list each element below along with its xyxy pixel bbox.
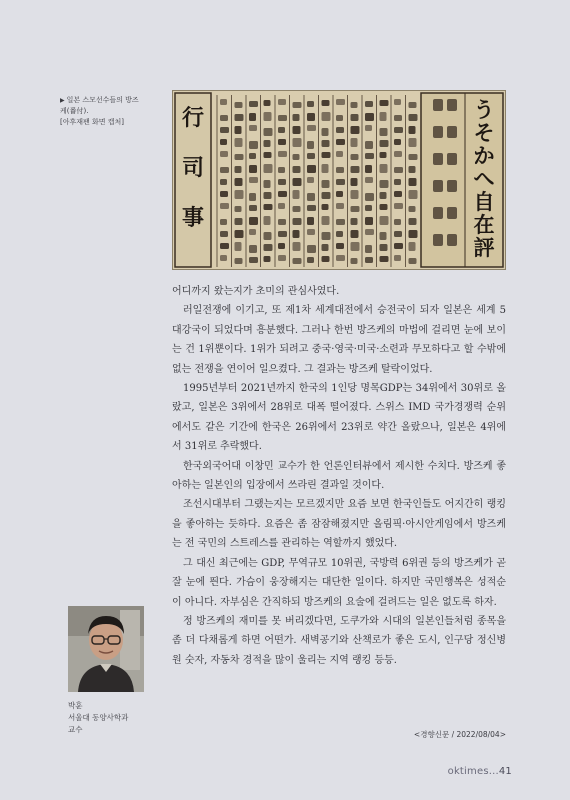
paragraph: 그 대신 최근에는 GDP, 무역규모 10위권, 국방력 6위권 등의 방즈케가 곧잘 눈에 띈다. 가슴이 웅장해지는 대단한 일이다. 하지만 국민행복은 성적순이 아니다. 자부심은 간직하되 방즈케의 요술에 걸려드는 일은 없도록 하자. — [172, 557, 506, 608]
paragraph: 러일전쟁에 이기고, 또 제1차 세계대전에서 승전국이 되자 일본은 세계 5대강국이 되었다며 흥분했다. 그러나 한번 방즈케의 마법에 걸리면 눈에 보이는 건 1위뿐이다. 1위가 되려고 중국·영국·미국·소련과 무모하다고 할 수밖에 없는 전쟁을 연이어 일으켰다. 그 결과는 방즈케 탈락이었다. — [172, 305, 506, 375]
caption-line-3: [아후재팬 화면 캡처] — [60, 118, 125, 126]
image-caption — [60, 95, 152, 128]
paragraph: 1995년부터 2021년까지 한국의 1인당 명목GDP는 34위에서 30위로 올랐고, 일본은 3위에서 28위로 대폭 떨어졌다. 스위스 IMD 국가경쟁력 순위에서도 같은 기간에 한국은 26위에서 23위로 약간 올랐으나, 일본은 4위에서 31위로 추락했다. — [172, 383, 506, 453]
author-title: 교수 — [68, 725, 83, 734]
paragraph: 한국외국어대 이창민 교수가 한 언론인터뷰에서 제시한 수치다. 방즈케 좋아하는 일본인의 입장에서 쓰라린 결과일 것이다. — [172, 460, 506, 492]
paragraph: 어디까지 왔는지가 초미의 관심사였다. — [172, 286, 340, 297]
article-source: <경향신문 / 2022/08/04> — [413, 730, 506, 739]
author-portrait-illustration — [68, 606, 144, 692]
woodblock-side-glyph: 行 — [181, 105, 205, 131]
author-name: 박훈 — [68, 701, 83, 710]
woodblock-side-glyph: 司 — [181, 155, 205, 181]
caption-line-2: 케(番付). — [60, 107, 89, 115]
woodblock-title-glyph: 評 — [473, 235, 495, 260]
page-number: 41 — [498, 766, 512, 777]
caption-line-1: 일본 스모선수들의 방즈 — [66, 96, 139, 104]
caption-arrow-icon: ▶ — [60, 97, 65, 104]
author-info — [68, 700, 168, 736]
woodblock-title-glyph: へ — [473, 166, 495, 191]
author-affiliation: 서울대 동양사학과 — [68, 713, 129, 722]
woodblock-title-glyph: 自 — [473, 189, 495, 214]
author-photo — [68, 606, 144, 692]
page-footer — [448, 766, 512, 777]
banzuke-woodblock-image — [172, 90, 506, 270]
woodblock-title-glyph: う — [473, 97, 495, 122]
paragraph: 정 방즈케의 재미를 못 버리겠다면, 도쿠가와 시대의 일본인들처럼 종목을 좀 더 다채롭게 하면 어떤가. 새벽공기와 산책로가 좋은 도시, 인구당 정신병원 숫자, 자동차 경적을 많이 울리는 지역 랭킹 등등. — [172, 615, 506, 666]
woodblock-title-glyph: か — [473, 143, 495, 168]
banzuke-illustration — [173, 91, 505, 269]
woodblock-title-glyph: 在 — [473, 212, 495, 237]
brand-name: oktimes... — [447, 766, 499, 777]
woodblock-side-glyph: 事 — [181, 205, 205, 231]
woodblock-title-glyph: そ — [473, 120, 495, 145]
article-body — [172, 282, 506, 670]
paragraph: 조선시대부터 그랬는지는 모르겠지만 요즘 보면 한국인들도 어지간히 랭킹을 좋아하는 듯하다. 요즘은 좀 잠잠해졌지만 올림픽·아시안게임에서 방즈케는 전 국민의 스트레스를 관리하는 역할까지 했었다. — [172, 499, 506, 550]
